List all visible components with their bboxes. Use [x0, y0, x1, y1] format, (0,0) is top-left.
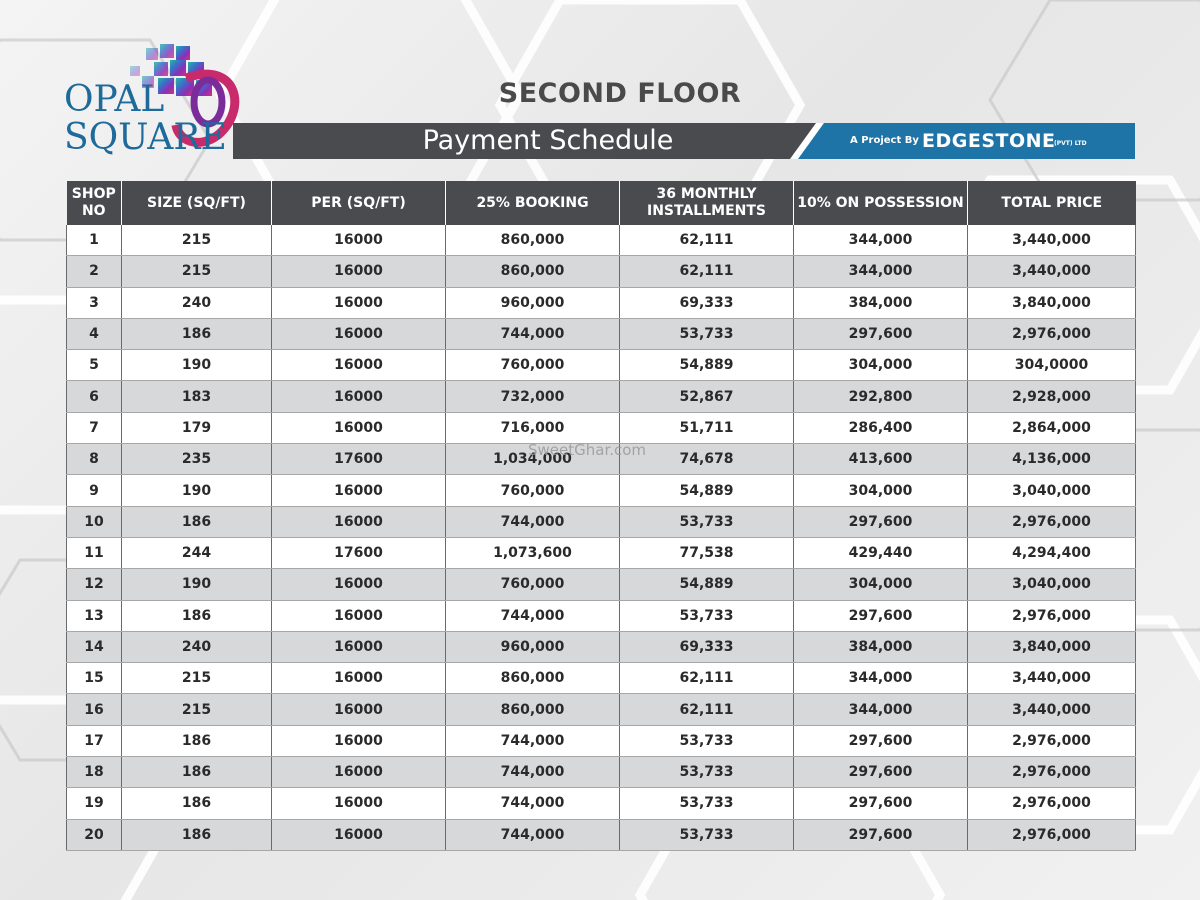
cell-per-sqft: 16000	[272, 412, 446, 443]
cell-per-sqft: 16000	[272, 788, 446, 819]
cell-shop-no: 16	[67, 694, 122, 725]
cell-possession: 297,600	[794, 819, 968, 850]
cell-total-price: 2,928,000	[968, 381, 1136, 412]
cell-booking: 744,000	[446, 788, 620, 819]
table-row	[67, 412, 1136, 443]
cell-possession: 297,600	[794, 506, 968, 537]
cell-shop-no: 10	[67, 506, 122, 537]
cell-size: 240	[122, 287, 272, 318]
cell-possession: 297,600	[794, 600, 968, 631]
table-row	[67, 569, 1136, 600]
cell-shop-no: 13	[67, 600, 122, 631]
logo-text-opal: OPAL	[64, 79, 165, 120]
cell-booking: 760,000	[446, 569, 620, 600]
cell-installment: 54,889	[620, 569, 794, 600]
cell-possession: 304,000	[794, 569, 968, 600]
cell-shop-no: 11	[67, 537, 122, 568]
logo-text-square: SQUARE	[64, 117, 227, 158]
cell-shop-no: 3	[67, 287, 122, 318]
cell-booking: 744,000	[446, 725, 620, 756]
table-row	[67, 350, 1136, 381]
cell-per-sqft: 17600	[272, 444, 446, 475]
cell-size: 244	[122, 537, 272, 568]
banner-title: Payment Schedule	[422, 125, 674, 156]
cell-size: 186	[122, 506, 272, 537]
cell-possession: 297,600	[794, 757, 968, 788]
edgestone-suffix: (PVT) LTD	[1054, 140, 1087, 147]
cell-shop-no: 19	[67, 788, 122, 819]
table-row	[67, 225, 1136, 256]
cell-installment: 54,889	[620, 475, 794, 506]
cell-per-sqft: 16000	[272, 256, 446, 287]
cell-possession: 304,000	[794, 475, 968, 506]
cell-per-sqft: 16000	[272, 506, 446, 537]
cell-shop-no: 5	[67, 350, 122, 381]
table-row	[67, 381, 1136, 412]
cell-size: 183	[122, 381, 272, 412]
cell-installment: 62,111	[620, 694, 794, 725]
cell-possession: 429,440	[794, 537, 968, 568]
cell-installment: 53,733	[620, 757, 794, 788]
table-row	[67, 600, 1136, 631]
cell-possession: 286,400	[794, 412, 968, 443]
table-body	[67, 225, 1136, 850]
table-row	[67, 475, 1136, 506]
cell-possession: 304,000	[794, 350, 968, 381]
column-header-total-price: TOTAL PRICE	[968, 181, 1136, 225]
cell-booking: 860,000	[446, 256, 620, 287]
cell-installment: 53,733	[620, 788, 794, 819]
cell-per-sqft: 17600	[272, 537, 446, 568]
cell-size: 240	[122, 631, 272, 662]
cell-per-sqft: 16000	[272, 381, 446, 412]
floor-title: SECOND FLOOR	[498, 78, 742, 109]
cell-installment: 77,538	[620, 537, 794, 568]
cell-total-price: 2,976,000	[968, 318, 1136, 349]
cell-per-sqft: 16000	[272, 225, 446, 256]
cell-installment: 53,733	[620, 506, 794, 537]
cell-per-sqft: 16000	[272, 287, 446, 318]
cell-size: 215	[122, 663, 272, 694]
column-header-shop-no: SHOP NO	[67, 181, 122, 225]
column-header-possession: 10% ON POSSESSION	[794, 181, 968, 225]
cell-per-sqft: 16000	[272, 631, 446, 662]
cell-size: 186	[122, 788, 272, 819]
cell-shop-no: 2	[67, 256, 122, 287]
cell-total-price: 3,040,000	[968, 569, 1136, 600]
cell-per-sqft: 16000	[272, 600, 446, 631]
cell-booking: 716,000	[446, 412, 620, 443]
cell-installment: 69,333	[620, 287, 794, 318]
cell-total-price: 4,136,000	[968, 444, 1136, 475]
cell-size: 235	[122, 444, 272, 475]
cell-total-price: 2,976,000	[968, 506, 1136, 537]
cell-possession: 297,600	[794, 788, 968, 819]
cell-total-price: 304,0000	[968, 350, 1136, 381]
cell-booking: 760,000	[446, 475, 620, 506]
cell-total-price: 3,840,000	[968, 631, 1136, 662]
cell-possession: 292,800	[794, 381, 968, 412]
cell-per-sqft: 16000	[272, 694, 446, 725]
cell-size: 186	[122, 819, 272, 850]
cell-total-price: 3,440,000	[968, 694, 1136, 725]
cell-shop-no: 14	[67, 631, 122, 662]
cell-possession: 384,000	[794, 631, 968, 662]
cell-per-sqft: 16000	[272, 475, 446, 506]
cell-size: 186	[122, 757, 272, 788]
table-row	[67, 663, 1136, 694]
cell-booking: 732,000	[446, 381, 620, 412]
column-header-booking: 25% BOOKING	[446, 181, 620, 225]
cell-per-sqft: 16000	[272, 663, 446, 694]
cell-size: 186	[122, 318, 272, 349]
cell-booking: 860,000	[446, 663, 620, 694]
cell-booking: 744,000	[446, 757, 620, 788]
cell-possession: 344,000	[794, 663, 968, 694]
cell-installment: 52,867	[620, 381, 794, 412]
cell-possession: 344,000	[794, 225, 968, 256]
cell-shop-no: 4	[67, 318, 122, 349]
table-row	[67, 256, 1136, 287]
table-row	[67, 757, 1136, 788]
cell-total-price: 2,976,000	[968, 788, 1136, 819]
cell-size: 179	[122, 412, 272, 443]
cell-shop-no: 6	[67, 381, 122, 412]
cell-installment: 54,889	[620, 350, 794, 381]
payment-schedule-table	[66, 181, 1136, 851]
cell-booking: 860,000	[446, 694, 620, 725]
cell-per-sqft: 16000	[272, 569, 446, 600]
cell-booking: 760,000	[446, 350, 620, 381]
table-row	[67, 287, 1136, 318]
cell-possession: 344,000	[794, 694, 968, 725]
cell-total-price: 3,040,000	[968, 475, 1136, 506]
cell-booking: 860,000	[446, 225, 620, 256]
cell-booking: 960,000	[446, 287, 620, 318]
cell-installment: 53,733	[620, 600, 794, 631]
cell-size: 190	[122, 350, 272, 381]
cell-possession: 297,600	[794, 318, 968, 349]
cell-size: 215	[122, 256, 272, 287]
column-header-installments: 36 MONTHLY INSTALLMENTS	[620, 181, 794, 225]
cell-booking: 1,034,000	[446, 444, 620, 475]
edgestone-brand: EDGESTONE	[922, 130, 1056, 152]
cell-size: 215	[122, 225, 272, 256]
cell-installment: 62,111	[620, 663, 794, 694]
cell-shop-no: 12	[67, 569, 122, 600]
column-header-size: SIZE (SQ/FT)	[122, 181, 272, 225]
cell-possession: 413,600	[794, 444, 968, 475]
cell-shop-no: 18	[67, 757, 122, 788]
table-row	[67, 537, 1136, 568]
cell-possession: 344,000	[794, 256, 968, 287]
cell-booking: 744,000	[446, 819, 620, 850]
table-row	[67, 318, 1136, 349]
watermark-text: SweetGhar.com	[528, 441, 647, 459]
cell-installment: 62,111	[620, 225, 794, 256]
cell-per-sqft: 16000	[272, 725, 446, 756]
cell-booking: 1,073,600	[446, 537, 620, 568]
cell-size: 186	[122, 600, 272, 631]
cell-total-price: 2,976,000	[968, 757, 1136, 788]
cell-size: 186	[122, 725, 272, 756]
cell-shop-no: 7	[67, 412, 122, 443]
cell-total-price: 2,864,000	[968, 412, 1136, 443]
table-row	[67, 506, 1136, 537]
cell-total-price: 2,976,000	[968, 725, 1136, 756]
cell-shop-no: 8	[67, 444, 122, 475]
table-row	[67, 694, 1136, 725]
cell-shop-no: 15	[67, 663, 122, 694]
cell-booking: 744,000	[446, 318, 620, 349]
table-row	[67, 819, 1136, 850]
cell-installment: 53,733	[620, 819, 794, 850]
cell-possession: 297,600	[794, 725, 968, 756]
cell-installment: 69,333	[620, 631, 794, 662]
cell-total-price: 2,976,000	[968, 600, 1136, 631]
cell-shop-no: 1	[67, 225, 122, 256]
cell-shop-no: 17	[67, 725, 122, 756]
cell-per-sqft: 16000	[272, 318, 446, 349]
cell-installment: 62,111	[620, 256, 794, 287]
column-header-per-sqft: PER (SQ/FT)	[272, 181, 446, 225]
cell-shop-no: 20	[67, 819, 122, 850]
cell-installment: 74,678	[620, 444, 794, 475]
cell-installment: 53,733	[620, 318, 794, 349]
table-row	[67, 725, 1136, 756]
cell-total-price: 3,440,000	[968, 663, 1136, 694]
cell-booking: 744,000	[446, 506, 620, 537]
cell-booking: 744,000	[446, 600, 620, 631]
table-row	[67, 631, 1136, 662]
cell-shop-no: 9	[67, 475, 122, 506]
cell-per-sqft: 16000	[272, 350, 446, 381]
cell-total-price: 3,440,000	[968, 256, 1136, 287]
cell-total-price: 2,976,000	[968, 819, 1136, 850]
cell-installment: 51,711	[620, 412, 794, 443]
cell-per-sqft: 16000	[272, 757, 446, 788]
cell-possession: 384,000	[794, 287, 968, 318]
cell-size: 215	[122, 694, 272, 725]
cell-total-price: 3,840,000	[968, 287, 1136, 318]
cell-installment: 53,733	[620, 725, 794, 756]
cell-size: 190	[122, 569, 272, 600]
cell-per-sqft: 16000	[272, 819, 446, 850]
cell-booking: 960,000	[446, 631, 620, 662]
cell-total-price: 4,294,400	[968, 537, 1136, 568]
cell-size: 190	[122, 475, 272, 506]
cell-total-price: 3,440,000	[968, 225, 1136, 256]
banner-by-label: A Project By	[850, 135, 919, 146]
table-header-row	[67, 181, 1136, 225]
table-row	[67, 788, 1136, 819]
